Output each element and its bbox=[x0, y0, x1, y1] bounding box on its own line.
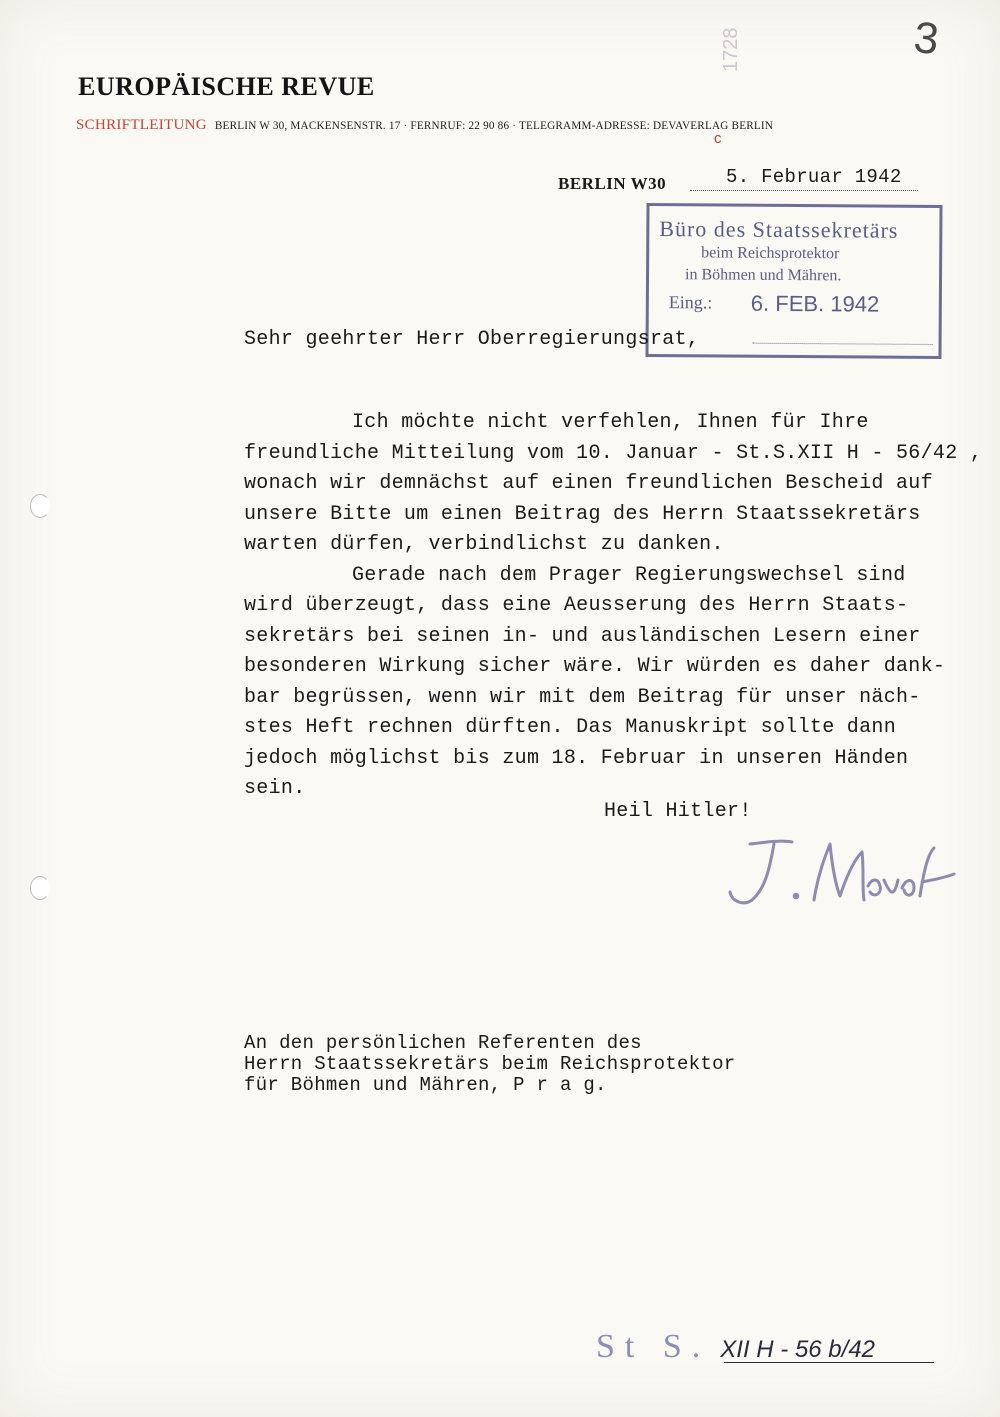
letterhead-address: BERLIN W 30, MACKENSENSTR. 17 · FERNRUF: 22 90 86 · TELEGRAMM-ADRESSE: DEVAVERLAG BERLIN bbox=[214, 120, 774, 132]
reference-number bbox=[596, 1328, 875, 1366]
recipient-line: Herrn Staatssekretärs beim Reichsprotektor bbox=[244, 1053, 736, 1075]
body-line: unsere Bitte um einen Beitrag des Herrn Staatssekretärs bbox=[244, 502, 921, 526]
body-line: stes Heft rechnen dürften. Das Manuskript sollte dann bbox=[244, 716, 897, 739]
stamp-dotted-line bbox=[753, 343, 933, 345]
reference-underline bbox=[724, 1362, 934, 1363]
closing: Heil Hitler! bbox=[604, 800, 752, 823]
body-line: freundliche Mitteilung vom 10. Januar - St.S.XII H - 56/42 , bbox=[244, 441, 983, 465]
letterhead-title: EUROPÄISCHE REVUE bbox=[78, 72, 375, 101]
recipient-address bbox=[244, 1033, 735, 1096]
stamp-protector-line: beim Reichsprotektor bbox=[701, 244, 840, 263]
handwritten-signature bbox=[722, 830, 962, 910]
body-line: warten dürfen, verbindlichst zu danken. bbox=[244, 533, 724, 556]
archive-page-number: 3 bbox=[911, 12, 941, 65]
body-line: Ich möchte nicht verfehlen, Ihnen für Ihre bbox=[352, 411, 869, 434]
letter-body bbox=[244, 408, 982, 805]
pencil-archive-number: 1728 bbox=[720, 27, 742, 72]
letterhead-department: SCHRIFTLEITUNG bbox=[76, 117, 207, 133]
punch-hole bbox=[30, 494, 50, 518]
body-line: wonach wir demnächst auf einen freundlichen Bescheid auf bbox=[244, 472, 933, 495]
body-line: Gerade nach dem Prager Regierungswechsel sind bbox=[352, 563, 906, 587]
recipient-line: An den persönlichen Referenten des bbox=[244, 1032, 642, 1054]
body-line: sekretärs bei seinen in- und ausländischen Lesern einer bbox=[244, 624, 921, 648]
recipient-line: für Böhmen und Mähren, P r a g. bbox=[244, 1074, 607, 1096]
punch-hole bbox=[30, 876, 50, 900]
letter-place: BERLIN W30 bbox=[558, 174, 667, 193]
stamp-received-label: Eing.: bbox=[668, 292, 713, 313]
letterhead-address-line bbox=[76, 116, 773, 134]
body-line: wird überzeugt, dass eine Aeusserung des Herrn Staats- bbox=[244, 594, 909, 617]
reference-prefix: St S. bbox=[596, 1328, 711, 1365]
stamp-region-line: in Böhmen und Mähren. bbox=[684, 266, 842, 285]
stamp-received-date: 6. FEB. 1942 bbox=[750, 290, 880, 317]
body-line: sein. bbox=[244, 777, 306, 800]
salutation: Sehr geehrter Herr Oberregierungsrat, bbox=[244, 328, 700, 351]
letter-date: 5. Februar 1942 bbox=[726, 166, 902, 188]
stamp-office-line: Büro des Staatssekretärs bbox=[659, 216, 899, 243]
body-line: jedoch möglichst bis zum 18. Februar in unseren Händen bbox=[244, 746, 909, 770]
date-dotted-line bbox=[690, 190, 918, 191]
body-line: bar begrüssen, wenn wir mit dem Beitrag für unser näch- bbox=[244, 685, 921, 709]
reference-code: XII H - 56 b/42 bbox=[720, 1336, 876, 1363]
body-line: besonderen Wirkung sicher wäre. Wir würden es daher dank- bbox=[244, 655, 946, 678]
red-pencil-mark: c bbox=[714, 130, 722, 147]
